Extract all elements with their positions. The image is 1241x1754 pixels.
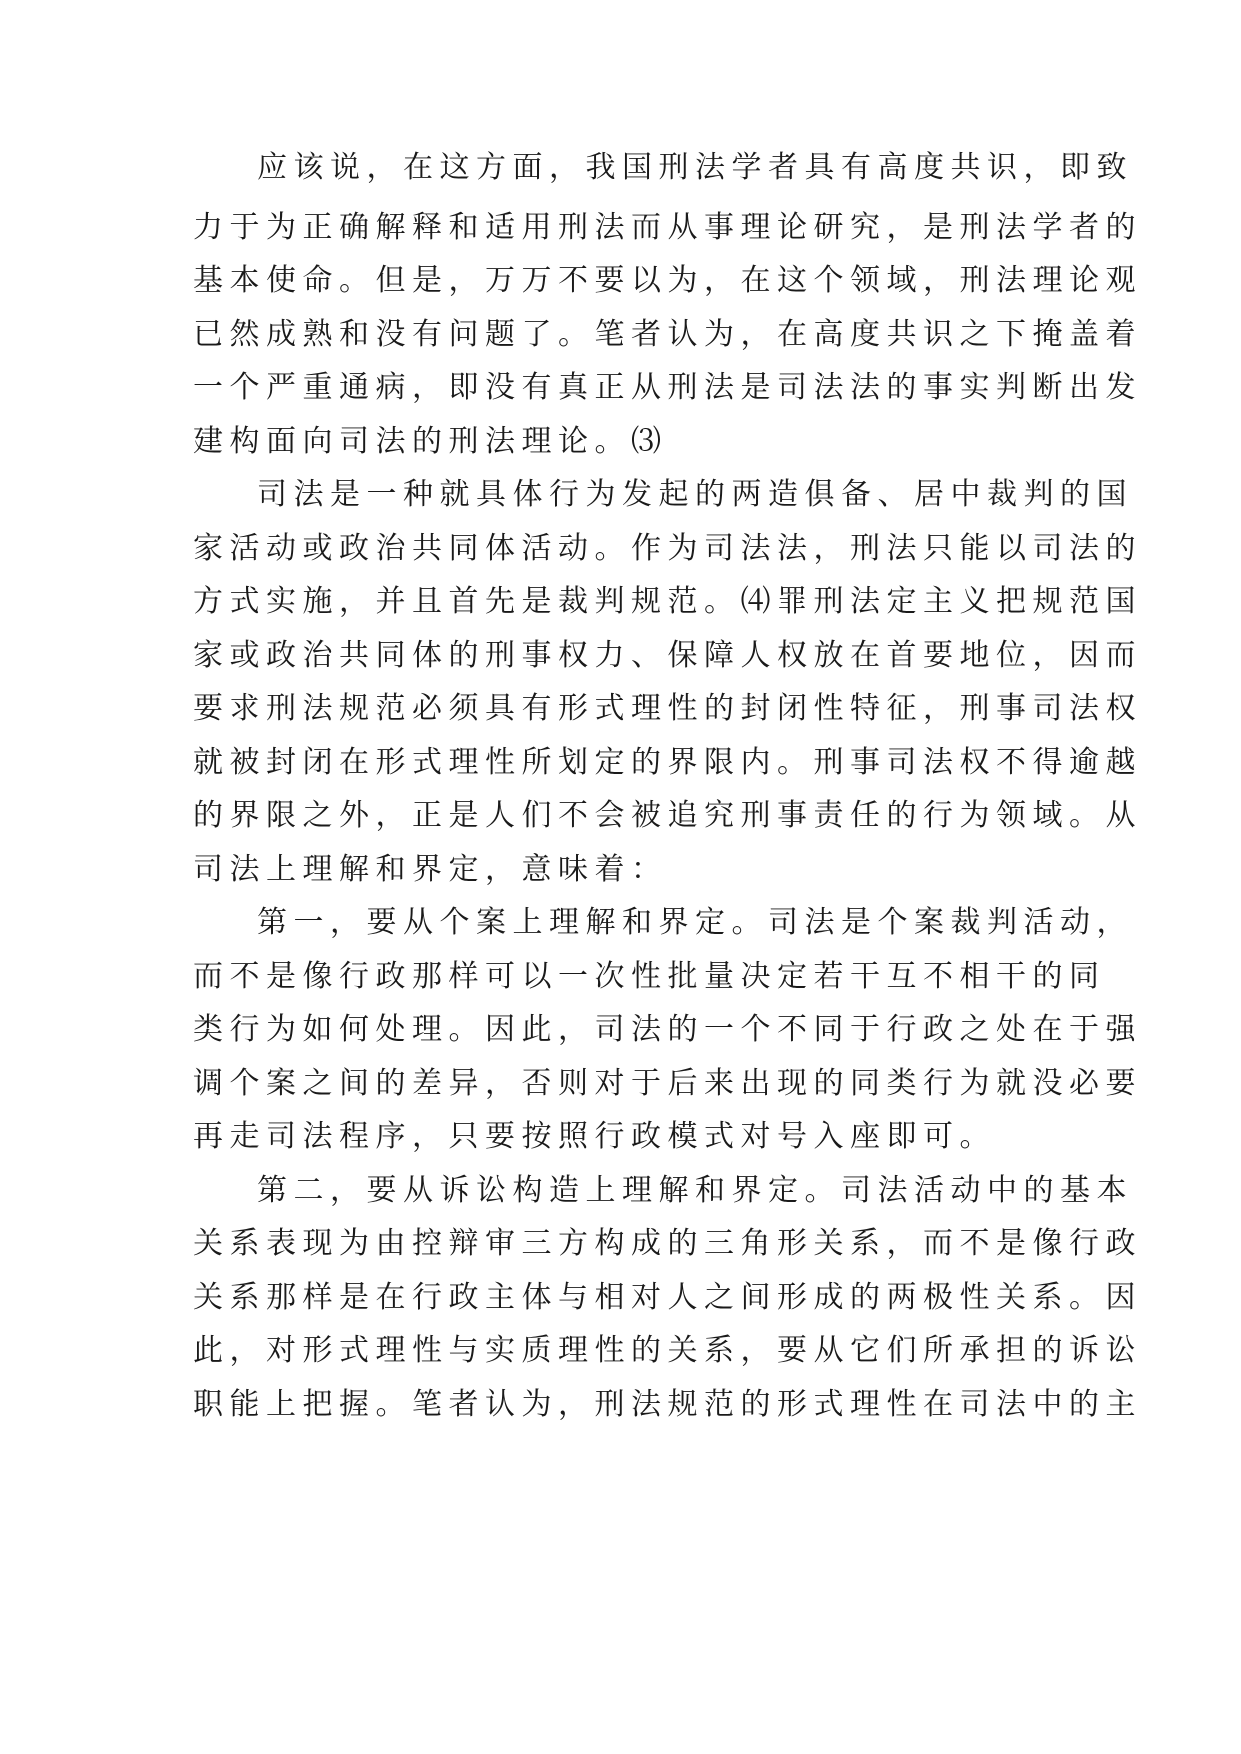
text-line: 再走司法程序，只要按照行政模式对号入座即可。 [193,1119,996,1154]
text-line: 基本使命。但是，万万不要以为，在这个领域，刑法理论观 [193,263,1142,298]
text-line: 第一，要从个案上理解和界定。司法是个案裁判活动， [257,905,1133,940]
text-line: 类行为如何处理。因此，司法的一个不同于行政之处在于强 [193,1012,1142,1047]
text-line: 而不是像行政那样可以一次性批量决定若干互不相干的同 [193,959,1106,994]
text-line: 调个案之间的差异，否则对于后来出现的同类行为就没必要 [193,1066,1142,1101]
text-line: 司法是一种就具体行为发起的两造俱备、居中裁判的国 [257,477,1133,512]
text-line: 就被封闭在形式理性所划定的界限内。刑事司法权不得逾越 [193,745,1142,780]
document-page [193,0,1142,1754]
text-line: 关系表现为由控辩审三方构成的三角形关系，而不是像行政 [193,1226,1142,1261]
text-line: 此，对形式理性与实质理性的关系，要从它们所承担的诉讼 [193,1333,1142,1368]
text-line: 关系那样是在行政主体与相对人之间形成的两极性关系。因 [193,1280,1142,1315]
text-line: 建构面向司法的刑法理论。⑶ [193,424,668,459]
text-line: 已然成熟和没有问题了。笔者认为，在高度共识之下掩盖着 [193,317,1142,352]
text-line: 力于为正确解释和适用刑法而从事理论研究，是刑法学者的 [193,210,1142,245]
text-line: 要求刑法规范必须具有形式理性的封闭性特征，刑事司法权 [193,691,1142,726]
text-line: 家或政治共同体的刑事权力、保障人权放在首要地位，因而 [193,638,1142,673]
text-line: 第二，要从诉讼构造上理解和界定。司法活动中的基本 [257,1173,1133,1208]
text-line: 司法上理解和界定，意味着： [193,852,668,887]
text-line: 应该说，在这方面，我国刑法学者具有高度共识，即致 [257,150,1133,185]
text-line: 一个严重通病，即没有真正从刑法是司法法的事实判断出发 [193,370,1142,405]
text-line: 的界限之外，正是人们不会被追究刑事责任的行为领域。从 [193,798,1142,833]
text-line: 职能上把握。笔者认为，刑法规范的形式理性在司法中的主 [193,1387,1142,1422]
text-line: 家活动或政治共同体活动。作为司法法，刑法只能以司法的 [193,531,1142,566]
text-line: 方式实施，并且首先是裁判规范。⑷罪刑法定主义把规范国 [193,584,1142,619]
